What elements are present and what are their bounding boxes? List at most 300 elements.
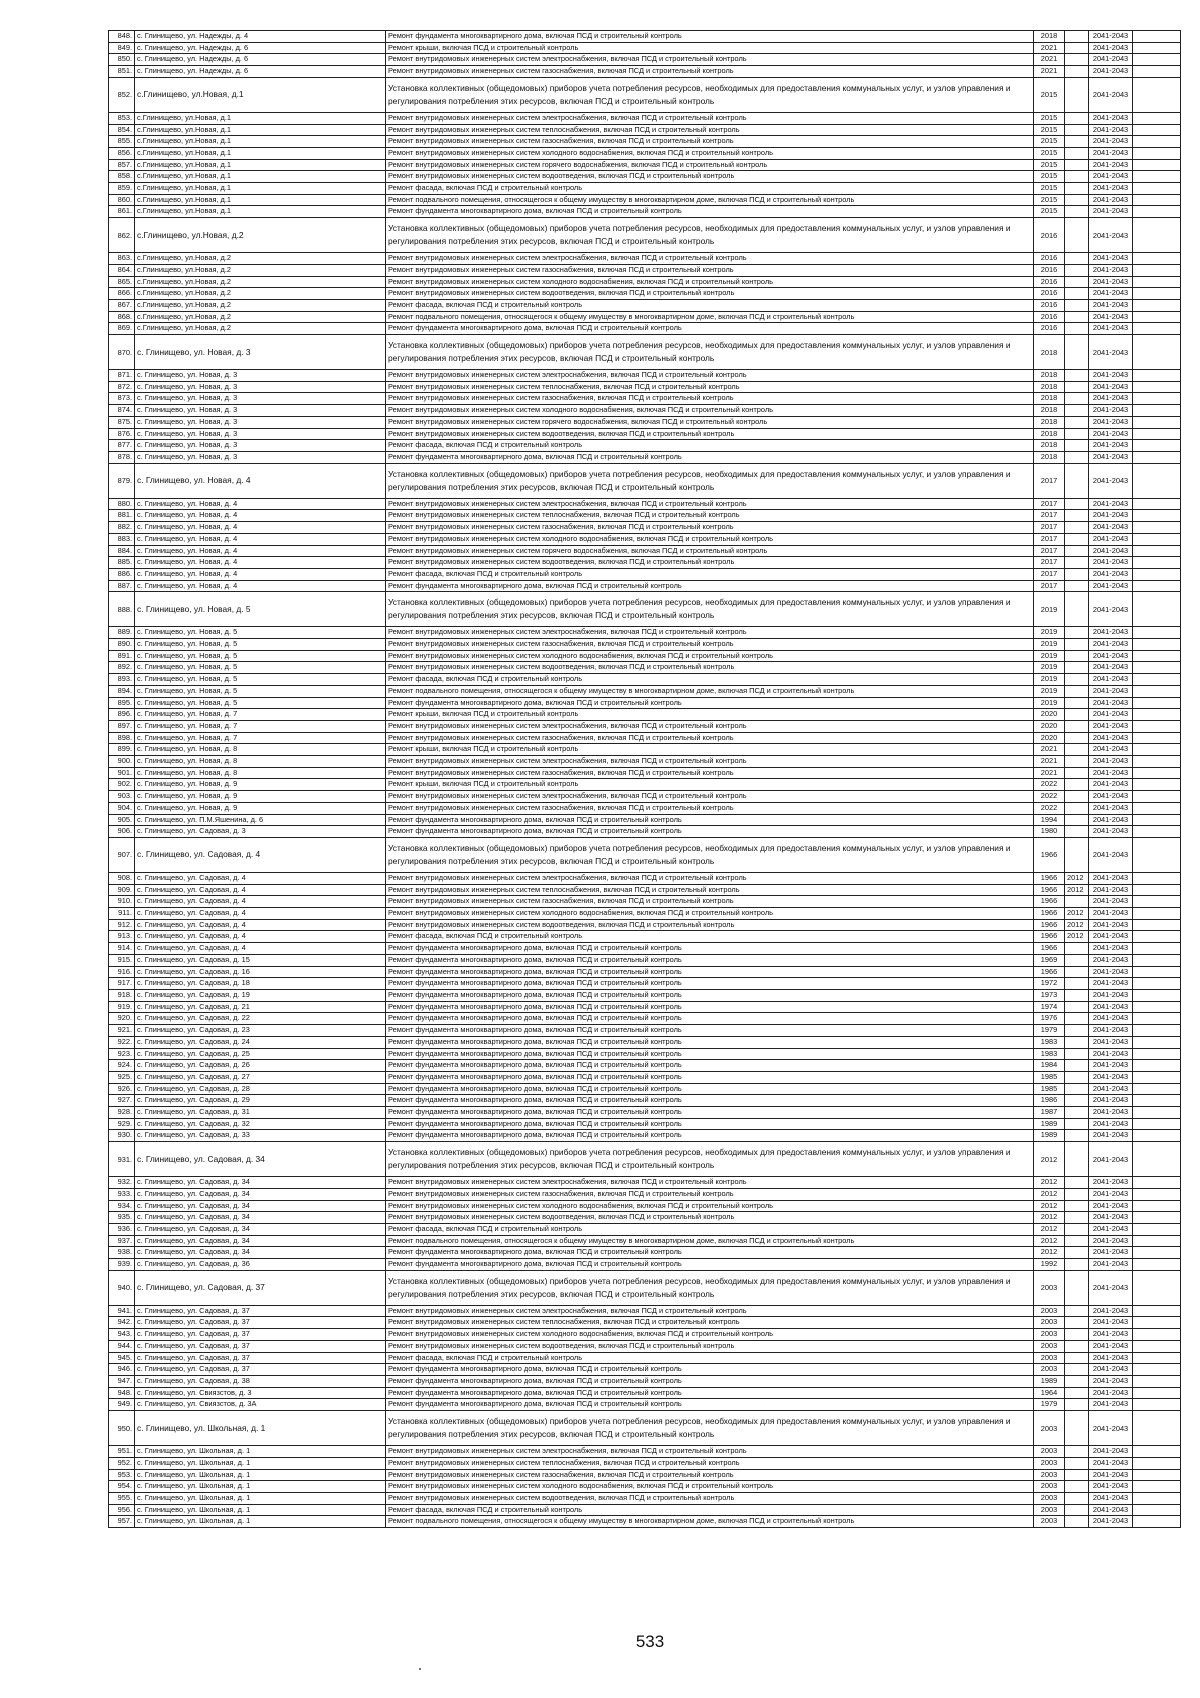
row-blank xyxy=(1133,171,1181,183)
row-period: 2041-2043 xyxy=(1089,674,1133,686)
row-blank xyxy=(1133,335,1181,370)
row-work-type: Ремонт фундамента многоквартирного дома, включая ПСД и строительный контроль xyxy=(386,1001,1034,1013)
row-work-type: Ремонт внутридомовых инженерных систем электроснабжения, включая ПСД и строительный контроль xyxy=(386,791,1034,803)
row-blank xyxy=(1133,1329,1181,1341)
row-year: 1989 xyxy=(1034,1130,1065,1142)
row-address: с. Глинищево, ул. Новая, д. 8 xyxy=(135,744,386,756)
table-row xyxy=(109,1492,1181,1504)
row-extra-year xyxy=(1065,580,1089,592)
row-period: 2041-2043 xyxy=(1089,697,1133,709)
row-blank xyxy=(1133,1492,1181,1504)
row-address: с. Глинищево, ул. Садовая, д. 4 xyxy=(135,943,386,955)
row-year: 1966 xyxy=(1034,872,1065,884)
table-row xyxy=(109,627,1181,639)
row-blank xyxy=(1133,253,1181,265)
row-number: 899. xyxy=(109,744,135,756)
row-period: 2041-2043 xyxy=(1089,1188,1133,1200)
row-work-type: Ремонт внутридомовых инженерных систем теплоснабжения, включая ПСД и строительный контроль xyxy=(386,1457,1034,1469)
row-blank xyxy=(1133,568,1181,580)
row-address: с.Глинищево, ул.Новая, д.2 xyxy=(135,264,386,276)
row-period: 2041-2043 xyxy=(1089,662,1133,674)
row-address: с. Глинищево, ул. Школьная, д. 1 xyxy=(135,1492,386,1504)
row-period: 2041-2043 xyxy=(1089,1177,1133,1189)
row-number: 889. xyxy=(109,627,135,639)
table-row xyxy=(109,311,1181,323)
row-address: с.Глинищево, ул.Новая, д.1 xyxy=(135,124,386,136)
row-year: 1969 xyxy=(1034,954,1065,966)
row-period: 2041-2043 xyxy=(1089,66,1133,78)
row-blank xyxy=(1133,1142,1181,1177)
row-address: с.Глинищево, ул.Новая, д.2 xyxy=(135,288,386,300)
row-address: с. Глинищево, ул. Новая, д. 4 xyxy=(135,545,386,557)
row-address: с. Глинищево, ул. Садовая, д. 4 xyxy=(135,908,386,920)
row-number: 868. xyxy=(109,311,135,323)
row-year: 2018 xyxy=(1034,335,1065,370)
row-number: 849. xyxy=(109,42,135,54)
row-period: 2041-2043 xyxy=(1089,335,1133,370)
row-number: 905. xyxy=(109,814,135,826)
row-year: 1979 xyxy=(1034,1399,1065,1411)
row-number: 892. xyxy=(109,662,135,674)
row-number: 851. xyxy=(109,66,135,78)
row-blank xyxy=(1133,756,1181,768)
row-work-type: Ремонт фундамента многоквартирного дома, включая ПСД и строительный контроль xyxy=(386,966,1034,978)
row-extra-year xyxy=(1065,954,1089,966)
row-work-type: Ремонт фундамента многоквартирного дома, включая ПСД и строительный контроль xyxy=(386,323,1034,335)
row-number: 862. xyxy=(109,218,135,253)
table-row xyxy=(109,1259,1181,1271)
row-work-type: Ремонт внутридомовых инженерных систем водоотведения, включая ПСД и строительный контроль xyxy=(386,171,1034,183)
row-period: 2041-2043 xyxy=(1089,580,1133,592)
row-extra-year xyxy=(1065,1504,1089,1516)
row-blank xyxy=(1133,1235,1181,1247)
row-year: 1994 xyxy=(1034,814,1065,826)
row-period: 2041-2043 xyxy=(1089,124,1133,136)
row-extra-year xyxy=(1065,77,1089,112)
row-number: 883. xyxy=(109,533,135,545)
table-row xyxy=(109,896,1181,908)
row-period: 2041-2043 xyxy=(1089,510,1133,522)
row-period: 2041-2043 xyxy=(1089,1340,1133,1352)
row-number: 918. xyxy=(109,990,135,1002)
row-blank xyxy=(1133,1130,1181,1142)
row-extra-year xyxy=(1065,697,1089,709)
row-address: с. Глинищево, ул. Садовая, д. 34 xyxy=(135,1188,386,1200)
row-address: с. Глинищево, ул. Новая, д. 3 xyxy=(135,451,386,463)
row-address: с. Глинищево, ул. Новая, д. 3 xyxy=(135,416,386,428)
row-period: 2041-2043 xyxy=(1089,1317,1133,1329)
row-year: 1966 xyxy=(1034,931,1065,943)
row-extra-year xyxy=(1065,183,1089,195)
row-address: с. Глинищево, ул. Садовая, д. 4 xyxy=(135,837,386,872)
row-year: 2003 xyxy=(1034,1352,1065,1364)
row-year: 2017 xyxy=(1034,568,1065,580)
row-work-type: Ремонт фундамента многоквартирного дома, включая ПСД и строительный контроль xyxy=(386,1247,1034,1259)
row-work-type: Ремонт внутридомовых инженерных систем горячего водоснабжения, включая ПСД и строительный контроль xyxy=(386,545,1034,557)
row-number: 939. xyxy=(109,1259,135,1271)
row-number: 872. xyxy=(109,381,135,393)
row-number: 949. xyxy=(109,1399,135,1411)
row-blank xyxy=(1133,966,1181,978)
row-work-type: Ремонт внутридомовых инженерных систем газоснабжения, включая ПСД и строительный контроль xyxy=(386,896,1034,908)
row-period: 2041-2043 xyxy=(1089,1212,1133,1224)
row-year: 2021 xyxy=(1034,767,1065,779)
row-number: 956. xyxy=(109,1504,135,1516)
row-address: с. Глинищево, ул. Садовая, д. 4 xyxy=(135,884,386,896)
row-address: с. Глинищево, ул. Надежды, д. 6 xyxy=(135,54,386,66)
row-blank xyxy=(1133,77,1181,112)
row-address: с. Глинищево, ул. Новая, д. 7 xyxy=(135,709,386,721)
row-number: 901. xyxy=(109,767,135,779)
table-row xyxy=(109,1118,1181,1130)
row-work-type: Ремонт внутридомовых инженерных систем холодного водоснабжения, включая ПСД и строительный контроль xyxy=(386,276,1034,288)
row-period: 2041-2043 xyxy=(1089,779,1133,791)
table-row xyxy=(109,1504,1181,1516)
row-period: 2041-2043 xyxy=(1089,1247,1133,1259)
row-year: 2015 xyxy=(1034,194,1065,206)
row-address: с. Глинищево, ул. Новая, д. 8 xyxy=(135,767,386,779)
row-address: с. Глинищево, ул. Садовая, д. 37 xyxy=(135,1329,386,1341)
row-address: с. Глинищево, ул. Садовая, д. 19 xyxy=(135,990,386,1002)
row-number: 878. xyxy=(109,451,135,463)
row-year: 2017 xyxy=(1034,463,1065,498)
row-work-type: Установка коллективных (общедомовых) приборов учета потребления ресурсов, необходимых для предоставления коммунальных услуг, и узлов управления и регулирования потребления этих ресурсов, включая ПСД и строительный контроль xyxy=(386,1142,1034,1177)
row-extra-year: 2012 xyxy=(1065,931,1089,943)
row-number: 871. xyxy=(109,370,135,382)
row-period: 2041-2043 xyxy=(1089,1329,1133,1341)
row-extra-year xyxy=(1065,826,1089,838)
row-work-type: Ремонт фундамента многоквартирного дома, включая ПСД и строительный контроль xyxy=(386,1071,1034,1083)
table-row xyxy=(109,1352,1181,1364)
table-row xyxy=(109,744,1181,756)
row-extra-year xyxy=(1065,1387,1089,1399)
row-year: 2003 xyxy=(1034,1457,1065,1469)
row-number: 932. xyxy=(109,1177,135,1189)
table-row xyxy=(109,510,1181,522)
row-blank xyxy=(1133,112,1181,124)
table-row xyxy=(109,1107,1181,1119)
row-address: с.Глинищево, ул.Новая, д.1 xyxy=(135,194,386,206)
row-work-type: Ремонт внутридомовых инженерных систем электроснабжения, включая ПСД и строительный контроль xyxy=(386,1177,1034,1189)
row-work-type: Ремонт внутридомовых инженерных систем электроснабжения, включая ПСД и строительный контроль xyxy=(386,872,1034,884)
row-work-type: Ремонт фундамента многоквартирного дома, включая ПСД и строительный контроль xyxy=(386,1036,1034,1048)
row-extra-year xyxy=(1065,1048,1089,1060)
row-address: с. Глинищево, ул. Новая, д. 5 xyxy=(135,685,386,697)
row-blank xyxy=(1133,1118,1181,1130)
row-extra-year xyxy=(1065,978,1089,990)
table-row xyxy=(109,662,1181,674)
table-row xyxy=(109,966,1181,978)
row-blank xyxy=(1133,1013,1181,1025)
row-address: с. Глинищево, ул. Новая, д. 3 xyxy=(135,440,386,452)
row-number: 886. xyxy=(109,568,135,580)
table-row xyxy=(109,557,1181,569)
table-row xyxy=(109,42,1181,54)
row-work-type: Ремонт фундамента многоквартирного дома, включая ПСД и строительный контроль xyxy=(386,1095,1034,1107)
row-number: 955. xyxy=(109,1492,135,1504)
row-year: 2019 xyxy=(1034,697,1065,709)
row-address: с.Глинищево, ул.Новая, д.2 xyxy=(135,311,386,323)
table-row xyxy=(109,1340,1181,1352)
row-period: 2041-2043 xyxy=(1089,218,1133,253)
row-work-type: Установка коллективных (общедомовых) приборов учета потребления ресурсов, необходимых для предоставления коммунальных услуг, и узлов управления и регулирования потребления этих ресурсов, включая ПСД и строительный контроль xyxy=(386,218,1034,253)
row-number: 957. xyxy=(109,1516,135,1528)
row-blank xyxy=(1133,954,1181,966)
row-address: с. Глинищево, ул. Новая, д. 3 xyxy=(135,370,386,382)
row-work-type: Ремонт внутридомовых инженерных систем газоснабжения, включая ПСД и строительный контроль xyxy=(386,1469,1034,1481)
row-extra-year xyxy=(1065,720,1089,732)
table-row xyxy=(109,54,1181,66)
table-row xyxy=(109,299,1181,311)
row-period: 2041-2043 xyxy=(1089,931,1133,943)
row-blank xyxy=(1133,814,1181,826)
row-number: 935. xyxy=(109,1212,135,1224)
row-extra-year xyxy=(1065,1340,1089,1352)
row-extra-year xyxy=(1065,1399,1089,1411)
row-blank xyxy=(1133,416,1181,428)
row-extra-year xyxy=(1065,545,1089,557)
row-address: с. Глинищево, ул. Садовая, д. 4 xyxy=(135,872,386,884)
row-year: 2015 xyxy=(1034,159,1065,171)
row-year: 1972 xyxy=(1034,978,1065,990)
row-blank xyxy=(1133,136,1181,148)
row-extra-year xyxy=(1065,767,1089,779)
row-blank xyxy=(1133,872,1181,884)
row-year: 1985 xyxy=(1034,1083,1065,1095)
row-blank xyxy=(1133,1364,1181,1376)
row-year: 2019 xyxy=(1034,592,1065,627)
row-number: 903. xyxy=(109,791,135,803)
row-address: с. Глинищево, ул. Новая, д. 3 xyxy=(135,335,386,370)
row-number: 908. xyxy=(109,872,135,884)
row-blank xyxy=(1133,1411,1181,1446)
row-year: 2015 xyxy=(1034,112,1065,124)
row-year: 2015 xyxy=(1034,77,1065,112)
row-work-type: Установка коллективных (общедомовых) приборов учета потребления ресурсов, необходимых для предоставления коммунальных услуг, и узлов управления и регулирования потребления этих ресурсов, включая ПСД и строительный контроль xyxy=(386,77,1034,112)
row-year: 2015 xyxy=(1034,206,1065,218)
row-year: 2016 xyxy=(1034,288,1065,300)
row-year: 2017 xyxy=(1034,498,1065,510)
row-blank xyxy=(1133,405,1181,417)
row-number: 940. xyxy=(109,1270,135,1305)
row-extra-year xyxy=(1065,592,1089,627)
row-blank xyxy=(1133,826,1181,838)
row-address: с. Глинищево, ул. Новая, д. 4 xyxy=(135,533,386,545)
row-address: с. Глинищево, ул. Садовая, д. 22 xyxy=(135,1013,386,1025)
row-year: 1987 xyxy=(1034,1107,1065,1119)
row-blank xyxy=(1133,1071,1181,1083)
row-period: 2041-2043 xyxy=(1089,1025,1133,1037)
row-blank xyxy=(1133,451,1181,463)
row-number: 941. xyxy=(109,1305,135,1317)
table-row xyxy=(109,1469,1181,1481)
row-extra-year xyxy=(1065,288,1089,300)
table-row xyxy=(109,1247,1181,1259)
row-year: 2018 xyxy=(1034,451,1065,463)
table-row xyxy=(109,498,1181,510)
row-period: 2041-2043 xyxy=(1089,1001,1133,1013)
row-extra-year xyxy=(1065,393,1089,405)
table-row xyxy=(109,183,1181,195)
row-period: 2041-2043 xyxy=(1089,1130,1133,1142)
row-address: с. Глинищево, ул. Школьная, д. 1 xyxy=(135,1457,386,1469)
row-number: 951. xyxy=(109,1446,135,1458)
table-row xyxy=(109,1329,1181,1341)
table-row xyxy=(109,1048,1181,1060)
row-work-type: Ремонт внутридомовых инженерных систем электроснабжения, включая ПСД и строительный контроль xyxy=(386,1446,1034,1458)
row-extra-year xyxy=(1065,990,1089,1002)
row-number: 907. xyxy=(109,837,135,872)
row-period: 2041-2043 xyxy=(1089,1305,1133,1317)
row-period: 2041-2043 xyxy=(1089,627,1133,639)
row-blank xyxy=(1133,557,1181,569)
row-period: 2041-2043 xyxy=(1089,498,1133,510)
row-address: с. Глинищево, ул. Новая, д. 8 xyxy=(135,756,386,768)
row-blank xyxy=(1133,685,1181,697)
row-period: 2041-2043 xyxy=(1089,943,1133,955)
row-blank xyxy=(1133,264,1181,276)
row-period: 2041-2043 xyxy=(1089,206,1133,218)
row-blank xyxy=(1133,522,1181,534)
row-address: с. Глинищево, ул. Садовая, д. 34 xyxy=(135,1200,386,1212)
row-extra-year xyxy=(1065,253,1089,265)
row-year: 2018 xyxy=(1034,440,1065,452)
row-extra-year xyxy=(1065,1095,1089,1107)
row-period: 2041-2043 xyxy=(1089,1118,1133,1130)
row-year: 2016 xyxy=(1034,264,1065,276)
row-extra-year xyxy=(1065,1001,1089,1013)
row-work-type: Установка коллективных (общедомовых) приборов учета потребления ресурсов, необходимых для предоставления коммунальных услуг, и узлов управления и регулирования потребления этих ресурсов, включая ПСД и строительный контроль xyxy=(386,463,1034,498)
row-work-type: Ремонт внутридомовых инженерных систем электроснабжения, включая ПСД и строительный контроль xyxy=(386,1305,1034,1317)
table-row xyxy=(109,323,1181,335)
table-row xyxy=(109,1036,1181,1048)
row-blank xyxy=(1133,276,1181,288)
row-blank xyxy=(1133,1177,1181,1189)
row-year: 2016 xyxy=(1034,323,1065,335)
row-year: 2016 xyxy=(1034,299,1065,311)
row-period: 2041-2043 xyxy=(1089,1504,1133,1516)
table-row xyxy=(109,147,1181,159)
row-number: 923. xyxy=(109,1048,135,1060)
row-period: 2041-2043 xyxy=(1089,1142,1133,1177)
row-year: 2019 xyxy=(1034,674,1065,686)
row-extra-year xyxy=(1065,31,1089,43)
row-number: 945. xyxy=(109,1352,135,1364)
row-number: 902. xyxy=(109,779,135,791)
row-number: 890. xyxy=(109,639,135,651)
row-year: 2017 xyxy=(1034,510,1065,522)
row-year: 1989 xyxy=(1034,1118,1065,1130)
row-period: 2041-2043 xyxy=(1089,159,1133,171)
row-extra-year xyxy=(1065,416,1089,428)
row-year: 2020 xyxy=(1034,709,1065,721)
row-year: 2003 xyxy=(1034,1469,1065,1481)
row-work-type: Ремонт фундамента многоквартирного дома, включая ПСД и строительный контроль xyxy=(386,1387,1034,1399)
row-address: с. Глинищево, ул. Садовая, д. 4 xyxy=(135,896,386,908)
table-row xyxy=(109,1457,1181,1469)
row-period: 2041-2043 xyxy=(1089,31,1133,43)
row-period: 2041-2043 xyxy=(1089,451,1133,463)
row-address: с. Глинищево, ул. Новая, д. 5 xyxy=(135,674,386,686)
row-blank xyxy=(1133,510,1181,522)
row-blank xyxy=(1133,1504,1181,1516)
row-period: 2041-2043 xyxy=(1089,908,1133,920)
row-extra-year xyxy=(1065,744,1089,756)
row-year: 1974 xyxy=(1034,1001,1065,1013)
row-year: 2017 xyxy=(1034,533,1065,545)
row-work-type: Ремонт фундамента многоквартирного дома, включая ПСД и строительный контроль xyxy=(386,206,1034,218)
row-number: 877. xyxy=(109,440,135,452)
row-number: 953. xyxy=(109,1469,135,1481)
row-period: 2041-2043 xyxy=(1089,837,1133,872)
row-year: 2016 xyxy=(1034,253,1065,265)
table-row xyxy=(109,451,1181,463)
row-year: 2003 xyxy=(1034,1481,1065,1493)
row-year: 2003 xyxy=(1034,1305,1065,1317)
row-blank xyxy=(1133,1048,1181,1060)
row-period: 2041-2043 xyxy=(1089,1387,1133,1399)
row-year: 2003 xyxy=(1034,1516,1065,1528)
row-extra-year xyxy=(1065,1083,1089,1095)
table-row xyxy=(109,1399,1181,1411)
row-period: 2041-2043 xyxy=(1089,720,1133,732)
row-address: с.Глинищево, ул.Новая, д.1 xyxy=(135,206,386,218)
table-row xyxy=(109,1305,1181,1317)
row-extra-year xyxy=(1065,732,1089,744)
row-year: 1976 xyxy=(1034,1013,1065,1025)
row-address: с.Глинищево, ул.Новая, д.2 xyxy=(135,299,386,311)
row-address: с. Глинищево, ул. Садовая, д. 37 xyxy=(135,1340,386,1352)
row-blank xyxy=(1133,498,1181,510)
row-period: 2041-2043 xyxy=(1089,42,1133,54)
table-row xyxy=(109,1060,1181,1072)
row-extra-year xyxy=(1065,1305,1089,1317)
row-work-type: Ремонт фасада, включая ПСД и строительный контроль xyxy=(386,440,1034,452)
row-number: 885. xyxy=(109,557,135,569)
row-extra-year xyxy=(1065,1177,1089,1189)
row-number: 875. xyxy=(109,416,135,428)
row-work-type: Ремонт внутридомовых инженерных систем газоснабжения, включая ПСД и строительный контроль xyxy=(386,802,1034,814)
row-work-type: Ремонт внутридомовых инженерных систем газоснабжения, включая ПСД и строительный контроль xyxy=(386,136,1034,148)
row-period: 2041-2043 xyxy=(1089,1469,1133,1481)
row-period: 2041-2043 xyxy=(1089,1095,1133,1107)
row-address: с. Глинищево, ул. Садовая, д. 34 xyxy=(135,1142,386,1177)
table-row xyxy=(109,709,1181,721)
table-row xyxy=(109,650,1181,662)
row-period: 2041-2043 xyxy=(1089,299,1133,311)
row-address: с. Глинищево, ул. Новая, д. 7 xyxy=(135,720,386,732)
table-row xyxy=(109,791,1181,803)
row-year: 1985 xyxy=(1034,1071,1065,1083)
row-extra-year xyxy=(1065,112,1089,124)
row-extra-year xyxy=(1065,1036,1089,1048)
row-year: 2018 xyxy=(1034,370,1065,382)
row-address: с. Глинищево, ул. Садовая, д. 28 xyxy=(135,1083,386,1095)
row-address: с. Глинищево, ул. Новая, д. 9 xyxy=(135,791,386,803)
table-row xyxy=(109,428,1181,440)
scan-dot xyxy=(419,1668,421,1670)
row-extra-year xyxy=(1065,159,1089,171)
row-extra-year xyxy=(1065,1317,1089,1329)
row-period: 2041-2043 xyxy=(1089,522,1133,534)
row-number: 909. xyxy=(109,884,135,896)
row-work-type: Ремонт внутридомовых инженерных систем холодного водоснабжения, включая ПСД и строительный контроль xyxy=(386,1329,1034,1341)
row-year: 1973 xyxy=(1034,990,1065,1002)
row-extra-year xyxy=(1065,674,1089,686)
row-address: с. Глинищево, ул. Садовая, д. 34 xyxy=(135,1212,386,1224)
row-blank xyxy=(1133,440,1181,452)
row-blank xyxy=(1133,1001,1181,1013)
